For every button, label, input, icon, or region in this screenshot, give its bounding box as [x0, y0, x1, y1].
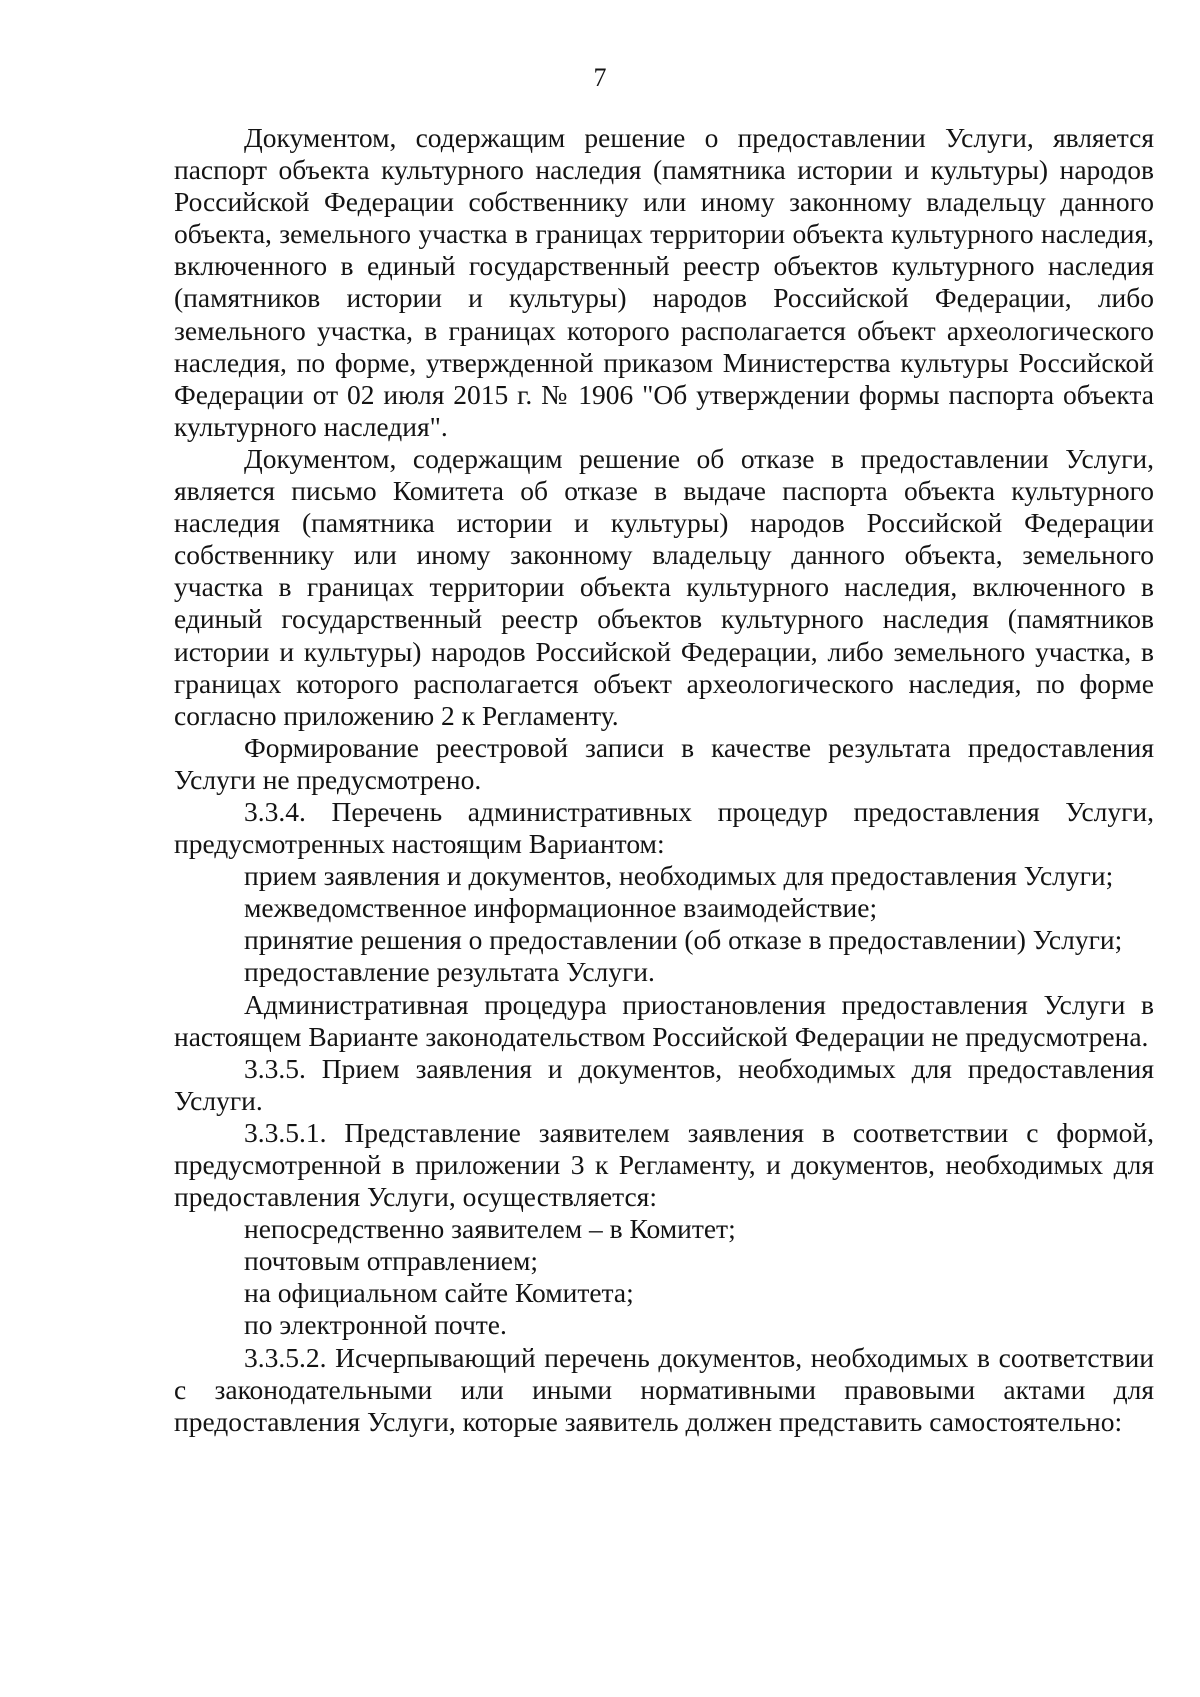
list-item-email: по электронной почте. — [244, 1309, 507, 1341]
paragraph-passport-decision: Документом, содержащим решение о предоставлении Услуги, является паспорт объекта культурного наследия (памятника истории и культуры) народов Российской Федерации собственнику или иному законному владельцу данного объекта, земельного участка в границах территории объекта культурного наследия, включенного в единый государственный реестр объектов культурного наследия (памятников истории и культуры) народов Российской Федерации, либо земельного участка, в границах которого располагается объект археологического наследия, по форме, утвержденной приказом Министерства культуры Российской Федерации от 02 июля 2015 г. № 1906 "Об утверждении формы паспорта объекта культурного наследия". — [174, 122, 1154, 442]
list-item-reception: прием заявления и документов, необходимых для предоставления Услуги; — [244, 860, 1114, 892]
paragraph-procedures-list-heading: 3.3.4. Перечень административных процедур предоставления Услуги, предусмотренных настоящим Вариантом: — [174, 795, 1154, 860]
list-item-interagency: межведомственное информационное взаимодействие; — [244, 892, 878, 924]
list-item-decision: принятие решения о предоставлении (об отказе в предоставлении) Услуги; — [244, 924, 1123, 956]
paragraph-section-3-3-5: 3.3.5. Прием заявления и документов, необходимых для предоставления Услуги. — [174, 1052, 1154, 1116]
paragraph-refusal-decision: Документом, содержащим решение об отказе в предоставлении Услуги, является письмо Комитета об отказе в выдаче паспорта объекта культурного наследия (памятника истории и культуры) народов Российской Федерации собственнику или иному законному владельцу данного объекта, земельного участка в границах территории объекта культурного наследия, включенного в единый государственный реестр объектов культурного наследия (памятников истории и культуры) народов Российской Федерации, либо земельного участка, в границах которого располагается объект археологического наследия, по форме согласно приложению 2 к Регламенту. — [174, 442, 1154, 731]
list-item-result: предоставление результата Услуги. — [244, 956, 655, 988]
list-item-postal: почтовым отправлением; — [244, 1245, 539, 1277]
paragraph-registry-record: Формирование реестровой записи в качестве результата предоставления Услуги не предусмотрено. — [174, 731, 1154, 795]
paragraph-section-3-3-5-2: 3.3.5.2. Исчерпывающий перечень документов, необходимых в соответствии с законодательными или иными нормативными правовыми актами для предоставления Услуги, которые заявитель должен представить самостоятельно: — [174, 1341, 1154, 1437]
paragraph-suspension: Административная процедура приостановления предоставления Услуги в настоящем Варианте законодательством Российской Федерации не предусмотрена. — [174, 988, 1154, 1052]
document-body — [174, 122, 1154, 1438]
paragraph-section-3-3-5-1: 3.3.5.1. Представление заявителем заявления в соответствии с формой, предусмотренной в приложении 3 к Регламенту, и документов, необходимых для предоставления Услуги, осуществляется: — [174, 1116, 1154, 1213]
page-number: 7 — [593, 63, 607, 92]
list-item-in-person: непосредственно заявителем – в Комитет; — [244, 1213, 736, 1245]
list-item-website: на официальном сайте Комитета; — [244, 1277, 634, 1309]
